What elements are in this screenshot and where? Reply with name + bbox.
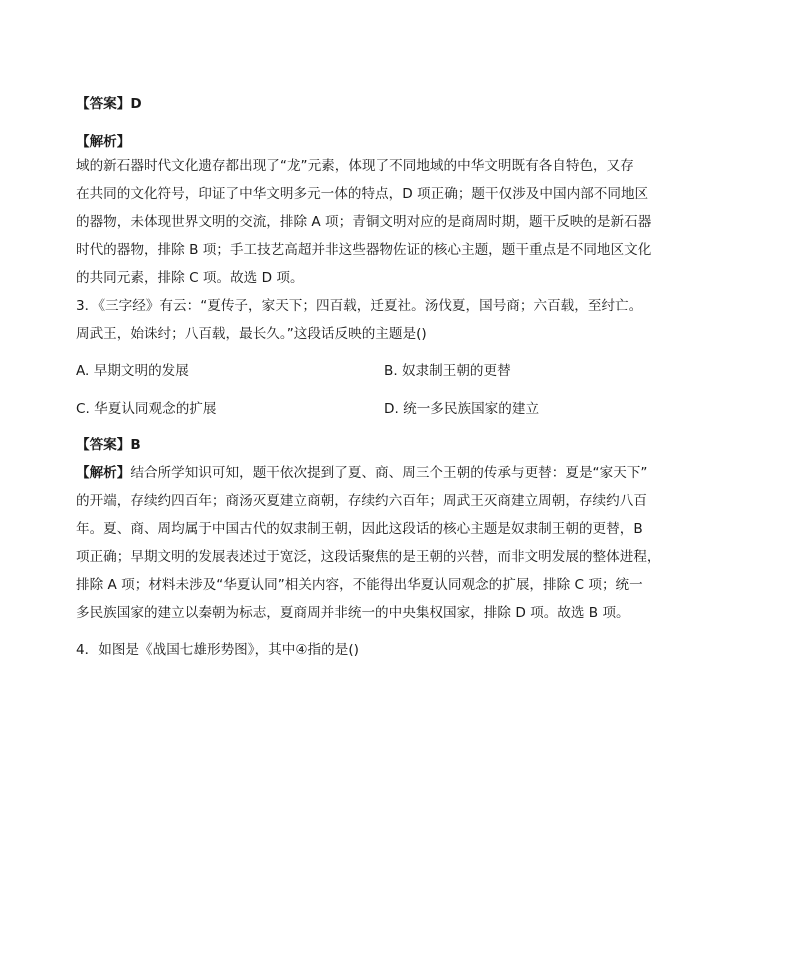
- q3-analysis-line-1: [76, 463, 647, 483]
- q2-answer-line: [76, 94, 142, 114]
- q3-option-b: B. 奴隶制王朝的更替: [384, 363, 511, 379]
- q4-stem: 4．如图是《战国七雄形势图》，其中④指的是(): [76, 642, 359, 658]
- q3-analysis-line-4: 项正确；早期文明的发展表述过于宽泛，这段话聚焦的是王朝的兴替，而非文明发展的整体进程，: [76, 549, 661, 565]
- q3-analysis-line-3: 年。夏、商、周均属于中国古代的奴隶制王朝，因此这段话的核心主题是奴隶制王朝的更替，B: [76, 521, 643, 537]
- q2-analysis-line-2: 在共同的文化符号，印证了中华文明多元一体的特点，D 项正确；题干仅涉及中国内部不同地区: [76, 186, 649, 202]
- q3-analysis-first: 结合所学知识可知，题干依次提到了夏、商、周三个王朝的传承与更替：夏是“家天下”: [130, 465, 648, 481]
- q3-analysis-line-5: 排除 A 项；材料未涉及“华夏认同”相关内容，不能得出华夏认同观念的扩展，排除 C 项；统一: [76, 577, 643, 593]
- q3-analysis-line-2: 的开端，存续约四百年；商汤灭夏建立商朝，存续约六百年；周武王灭商建立周朝，存续约八百: [76, 493, 647, 509]
- q3-option-c: C. 华夏认同观念的扩展: [76, 401, 217, 417]
- q3-stem-line-2: 周武王，始诛纣；八百载，最长久。”这段话反映的主题是(): [76, 326, 427, 342]
- q2-analysis-line-1: 域的新石器时代文化遗存都出现了“龙”元素，体现了不同地域的中华文明既有各自特色，又存: [76, 158, 634, 174]
- q2-answer-label: 【答案】: [76, 96, 131, 112]
- q3-answer-label: 【答案】: [76, 437, 131, 453]
- q2-analysis-line-5: 的共同元素，排除 C 项。故选 D 项。: [76, 270, 304, 286]
- q3-stem-line-1: 3．《三字经》有云：“夏传子，家天下；四百载，迁夏社。汤伐夏，国号商；六百载，至纣亡。: [76, 298, 643, 314]
- q2-answer-value: D: [130, 96, 142, 112]
- q3-analysis-line-6: 多民族国家的建立以秦朝为标志，夏商周并非统一的中央集权国家，排除 D 项。故选 B 项。: [76, 605, 630, 621]
- q3-option-d: D. 统一多民族国家的建立: [384, 401, 540, 417]
- q2-analysis-line-3: 的器物，未体现世界文明的交流，排除 A 项；青铜文明对应的是商周时期，题干反映的是新石器: [76, 214, 652, 230]
- q3-option-a: A. 早期文明的发展: [76, 363, 189, 379]
- q2-analysis-line-4: 时代的器物，排除 B 项；手工技艺高超并非这些器物佐证的核心主题，题干重点是不同地区文化: [76, 242, 652, 258]
- q3-answer-value: B: [130, 437, 141, 453]
- q3-answer-line: [76, 435, 141, 455]
- q2-analysis-label: 【解析】: [76, 134, 131, 150]
- q3-analysis-label: 【解析】: [76, 465, 131, 481]
